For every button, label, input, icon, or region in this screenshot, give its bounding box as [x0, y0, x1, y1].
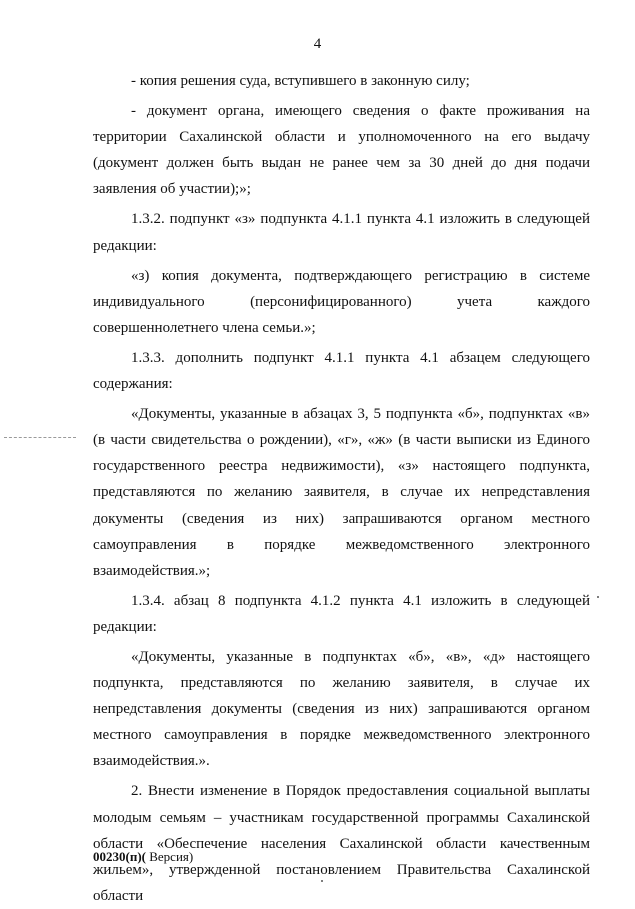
paragraph: 2. Внести изменение в Порядок предоставления социальной выплаты молодым семьям – участникам государственной программы Сахалинской области «Обеспечение населения Сахалинской области качественным жильем», утвержденной постановлением Правительства Сахалинской области: [93, 783, 590, 904]
paragraph: 1.3.3. дополнить подпункт 4.1.1 пункта 4.1 абзацем следующего содержания:: [93, 349, 590, 393]
scan-artifact-line: [4, 437, 76, 438]
page-number: 4: [313, 36, 322, 52]
document-version: Версия): [145, 849, 194, 864]
paragraph: - копия решения суда, вступившего в законную силу;: [131, 73, 470, 89]
paragraph: «Документы, указанные в подпунктах «б», «в», «д» настоящего подпункта, представляются по желанию заявителя, в случае их непредставления документы (сведения из них) запрашиваются органом местного самоуправления в порядке межведомственного электронного взаимодействия.».: [93, 648, 590, 770]
document-code: 00230(п)(: [93, 849, 146, 864]
paragraph: «з) копия документа, подтверждающего регистрацию в системе индивидуального (персонифицированного) учета каждого совершеннолетнего члена семьи.»;: [93, 267, 590, 336]
paragraph: - документ органа, имеющего сведения о факте проживания на территории Сахалинской области и уполномоченного на его выдачу (документ должен быть выдан не ранее чем за 30 дней до дня подачи заявления об участии);»;: [93, 103, 590, 198]
paragraph: «Документы, указанные в абзацах 3, 5 подпункта «б», подпунктах «в» (в части свидетельства о рождении), «г», «ж» (в части выписки из Единого государственного реестра недвижимости), «з» настоящего подпункта, представляются по желанию заявителя, в случае их непредставления документы (сведения из них) запрашиваются органом местного самоуправления в порядке межведомственного электронного взаимодействия.»;: [93, 406, 590, 579]
document-footer: [93, 849, 193, 865]
document-body: [93, 68, 590, 909]
paragraph: 1.3.2. подпункт «з» подпункта 4.1.1 пункта 4.1 изложить в следующей редакции:: [93, 211, 590, 254]
scan-artifact-dot: [597, 596, 599, 598]
paragraph: 1.3.4. абзац 8 подпункта 4.1.2 пункта 4.1 изложить в следующей редакции:: [93, 592, 590, 635]
